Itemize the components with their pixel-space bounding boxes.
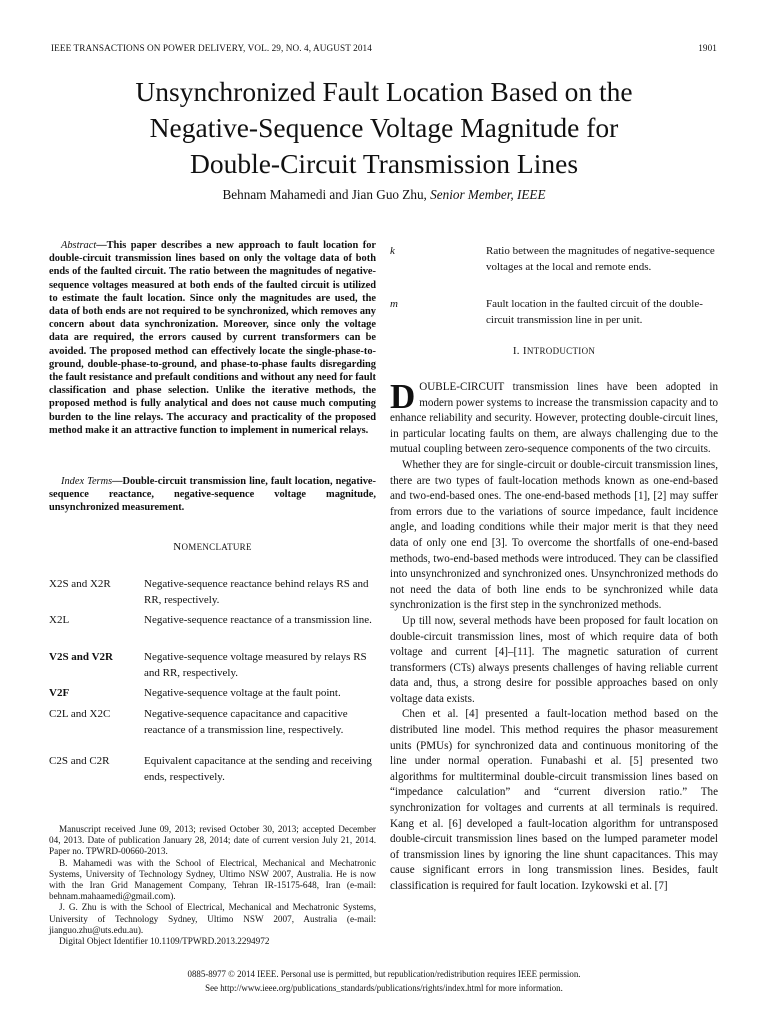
nomenclature-symbol: V2S and V2R <box>49 651 113 663</box>
footnote-paragraph: J. G. Zhu is with the School of Electrical, Mechanical and Mechatronic Systems, University of Technology Sydney, Ultimo NSW 2007, Australia (e-mail: jianguo.zhu@uts.edu.au). <box>49 902 376 935</box>
introduction-body <box>390 377 718 895</box>
copyright-line: See http://www.ieee.org/publications_standards/publications/rights/index.html for more information. <box>205 982 563 993</box>
paragraph: DOUBLE-CIRCUIT transmission lines have been adopted in modern power systems to increase the transmission capacity and to enhance reliability and security. However, protecting double-circuit lines, in particular locating faults on them, are always challenging due to the mutual coupling between zero-sequence components of the two circuits. <box>390 377 718 456</box>
nomenclature-symbol: C2L and X2C <box>49 708 111 720</box>
nomenclature-heading: NOMENCLATURE <box>173 541 252 553</box>
nomenclature-definition: Fault location in the faulted circuit of the double-circuit transmission line in per unit. <box>486 298 703 326</box>
nomenclature-definition: Negative-sequence voltage measured by relays RS and RR, respectively. <box>144 651 367 679</box>
paragraph: Whether they are for single-circuit or double-circuit transmission lines, there are two types of fault-location methods known as one-end-based and two-end-based ones. The one-end-based methods [1], [2] may suffer from errors due to the variations of source impedance, fault incidence angle, and loading conditions while their major merit is that they need data of only one end [3]. To overcome the shortfalls of one-end-based methods, two-end-based methods were introduced. They can be classified into unsynchronized and synchronized ones. Unsynchronized methods do not need the data of both line ends to be synchronized while data synchronization is the first step in the synchronized methods. <box>390 458 718 612</box>
paragraph: Chen et al. [4] presented a fault-location method based on the distributed line model. This method requires the phasor measurement units (PMUs) for synchronized data and continuous monitoring of the line under normal operation. Funabashi et al. [5] presented two algorithms for multiterminal double-circuit transmission lines based on “impedance calculation” and “current diversion ratio.” The synchronization for voltages and currents at all terminals is required. Kang et al. [6] developed a fault-location algorithm for untransposed double-circuit transmission lines based on the lumped parameter model of transmission lines by ignoring the line shunt capacitances. This may cause significant errors in long transmission lines. Besides, fault classification is required for fault location. Izykowski et al. [7] <box>390 708 718 892</box>
nomenclature-symbol: m <box>390 298 398 310</box>
footnote-paragraph: Digital Object Identifier 10.1109/TPWRD.2013.2294972 <box>59 936 270 947</box>
footnote-paragraph: B. Mahamedi was with the School of Electrical, Mechanical and Mechatronic Systems, University of Technology Sydney, Ultimo NSW 2007, Australia. He is now with the Iran Grid Management Company, Tehran IR-15175-648, Iran (e-mail: behnam.mahaamedi@gmail.com). <box>49 857 376 902</box>
copyright-line: 0885-8977 © 2014 IEEE. Personal use is permitted, but republication/redistribution requires IEEE permission. <box>187 969 581 979</box>
index-terms-lead: Index Terms <box>61 476 113 487</box>
nomenclature-symbol: C2S and C2R <box>49 755 110 767</box>
nomenclature-definition: Negative-sequence capacitance and capacitive reactance of a transmission line, respectively. <box>144 708 348 736</box>
paragraph: Up till now, several methods have been proposed for fault location on double-circuit transmission lines, most of which require data of both voltage and current [4]–[11]. The magnetic saturation of current transformers (CTs) always presents challenges of having reliable current data and, thus, a strong desire for possible approaches based on only voltage data exists. <box>390 614 718 705</box>
nomenclature-definition: Negative-sequence reactance of a transmission line. <box>144 614 372 626</box>
nomenclature-definition: Negative-sequence voltage at the fault point. <box>144 687 341 699</box>
nomenclature-symbol: X2S and X2R <box>49 578 111 590</box>
copyright-notice <box>40 968 728 995</box>
index-terms-text: —Double-circuit transmission line, fault location, negative-sequence reactance, negative-sequence voltage magnitude, unsynchronized measurement. <box>49 476 376 514</box>
drop-cap: D <box>390 377 416 416</box>
paper-title <box>40 74 728 182</box>
page-number: 1901 <box>698 43 717 53</box>
title-line: Unsynchronized Fault Location Based on the <box>135 76 633 107</box>
title-line: Negative-Sequence Voltage Magnitude for <box>149 112 619 143</box>
author-role: Senior Member, IEEE <box>430 187 546 202</box>
nomenclature-symbol: V2F <box>49 687 70 699</box>
title-line: Double-Circuit Transmission Lines <box>189 148 579 179</box>
nomenclature-definition: Ratio between the magnitudes of negative-sequence voltages at the local and remote ends. <box>486 245 715 273</box>
abstract <box>49 239 376 437</box>
introduction-heading: I. INTRODUCTION <box>512 345 596 357</box>
footnote <box>49 824 376 947</box>
running-head <box>51 43 717 53</box>
footnote-paragraph: Manuscript received June 09, 2013; revised October 30, 2013; accepted December 04, 2013. Date of publication January 28, 2014; date of current version July 21, 2014. Paper no. TPWRD-00660-2013. <box>49 824 376 857</box>
author-names: Behnam Mahamedi and Jian Guo Zhu, <box>222 187 427 202</box>
authors <box>40 187 728 203</box>
nomenclature-definition: Negative-sequence reactance behind relays RS and RR, respectively. <box>144 578 369 606</box>
abstract-text: —This paper describes a new approach to fault location for double-circuit transmission lines based on only the voltage data of both ends of the faulted circuit. The ratio between the magnitudes of negative-sequence voltages measured at both ends of the faulted circuit is utilized to estimate the fault location. Since only the magnitudes are used, the data of both ends are not required to be synchronized, which removes any concern about data synchronization. Moreover, since only the voltage data are required, the errors caused by current transformers can be avoided. The proposed method can effectively locate the single-phase-to-ground, double-phase-to-ground, and phase-to-phase faults disregarding the fault resistance and prefault conditions and without any need for fault classification and phase selection. Unlike the iterative methods, the proposed method is fully analytical and does not cause much computing burden to the line relays. The accuracy and practicality of the proposed method make it an attractive function to implement in numerical relays. <box>49 240 376 436</box>
index-terms <box>49 475 376 515</box>
journal-name: IEEE TRANSACTIONS ON POWER DELIVERY, VOL. 29, NO. 4, AUGUST 2014 <box>51 43 372 53</box>
nomenclature-definition: Equivalent capacitance at the sending and receiving ends, respectively. <box>144 755 372 783</box>
nomenclature-symbol: X2L <box>49 614 70 626</box>
abstract-lead: Abstract <box>61 240 97 251</box>
nomenclature-symbol: k <box>390 245 395 257</box>
